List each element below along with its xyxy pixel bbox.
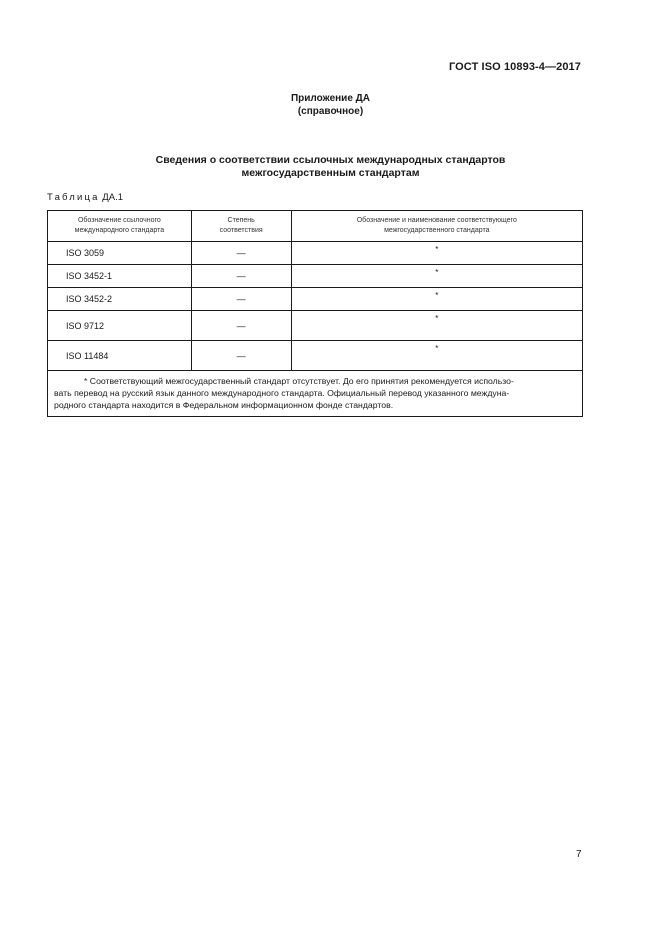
cell-standard: ISO 3059 xyxy=(48,242,192,265)
cell-standard: ISO 3452-1 xyxy=(48,265,192,288)
table-caption xyxy=(47,192,123,203)
header-national-standard xyxy=(291,211,582,242)
cell-national: * xyxy=(291,311,582,341)
header-national-standard-line-2: межгосударственного стандарта xyxy=(384,227,490,234)
cell-degree: — xyxy=(191,341,291,371)
cell-degree: — xyxy=(191,265,291,288)
footnote-line-2: вать перевод на русский язык данного международного стандарта. Официальный перевод указанного междуна- xyxy=(54,388,510,398)
header-reference-standard-line-2: международного стандарта xyxy=(74,227,165,234)
table-row xyxy=(48,341,583,371)
cell-national: * xyxy=(291,265,582,288)
annex-title: Приложение ДА xyxy=(290,93,371,104)
table-header-row xyxy=(48,211,583,242)
section-heading-line-1: Сведения о соответствии ссылочных международных стандартов xyxy=(155,154,506,166)
table-row xyxy=(48,265,583,288)
header-reference-standard xyxy=(48,211,192,242)
cell-national: * xyxy=(291,288,582,311)
header-degree-line-1: Степень xyxy=(227,217,255,224)
table-row xyxy=(48,288,583,311)
cell-degree: — xyxy=(191,288,291,311)
table-caption-word: Таблица xyxy=(47,192,100,203)
footnote-line-1-text: * Соответствующий межгосударственный стандарт отсутствует. До его принятия рекомендуется использо- xyxy=(84,376,514,386)
cell-degree: — xyxy=(191,311,291,341)
cell-degree: — xyxy=(191,242,291,265)
cell-standard: ISO 3452-2 xyxy=(48,288,192,311)
header-national-standard-line-1: Обозначение и наименование соответствующего xyxy=(356,217,517,224)
cell-standard: ISO 9712 xyxy=(48,311,192,341)
correspondence-table xyxy=(47,210,583,417)
footnote-line-3: родного стандарта находится в Федеральном информационном фонде стандартов. xyxy=(54,400,394,410)
document-code: ГОСТ ISO 10893-4—2017 xyxy=(448,61,581,73)
cell-standard: ISO 11484 xyxy=(48,341,192,371)
header-degree xyxy=(191,211,291,242)
section-heading xyxy=(0,154,661,180)
cell-national: * xyxy=(291,341,582,371)
header-reference-standard-line-1: Обозначение ссылочного xyxy=(77,217,161,224)
table-footnote xyxy=(48,371,583,417)
annex-subtitle: (справочное) xyxy=(297,106,364,117)
footnote-line-1 xyxy=(54,375,576,387)
cell-national: * xyxy=(291,242,582,265)
table-caption-number: ДА.1 xyxy=(102,192,123,203)
annex-block xyxy=(0,92,661,118)
table-note-row xyxy=(48,371,583,417)
section-heading-line-2: межгосударственным стандартам xyxy=(241,167,420,179)
table-row xyxy=(48,311,583,341)
page-number: 7 xyxy=(576,849,582,860)
header-degree-line-2: соответствия xyxy=(219,227,263,234)
table-row xyxy=(48,242,583,265)
